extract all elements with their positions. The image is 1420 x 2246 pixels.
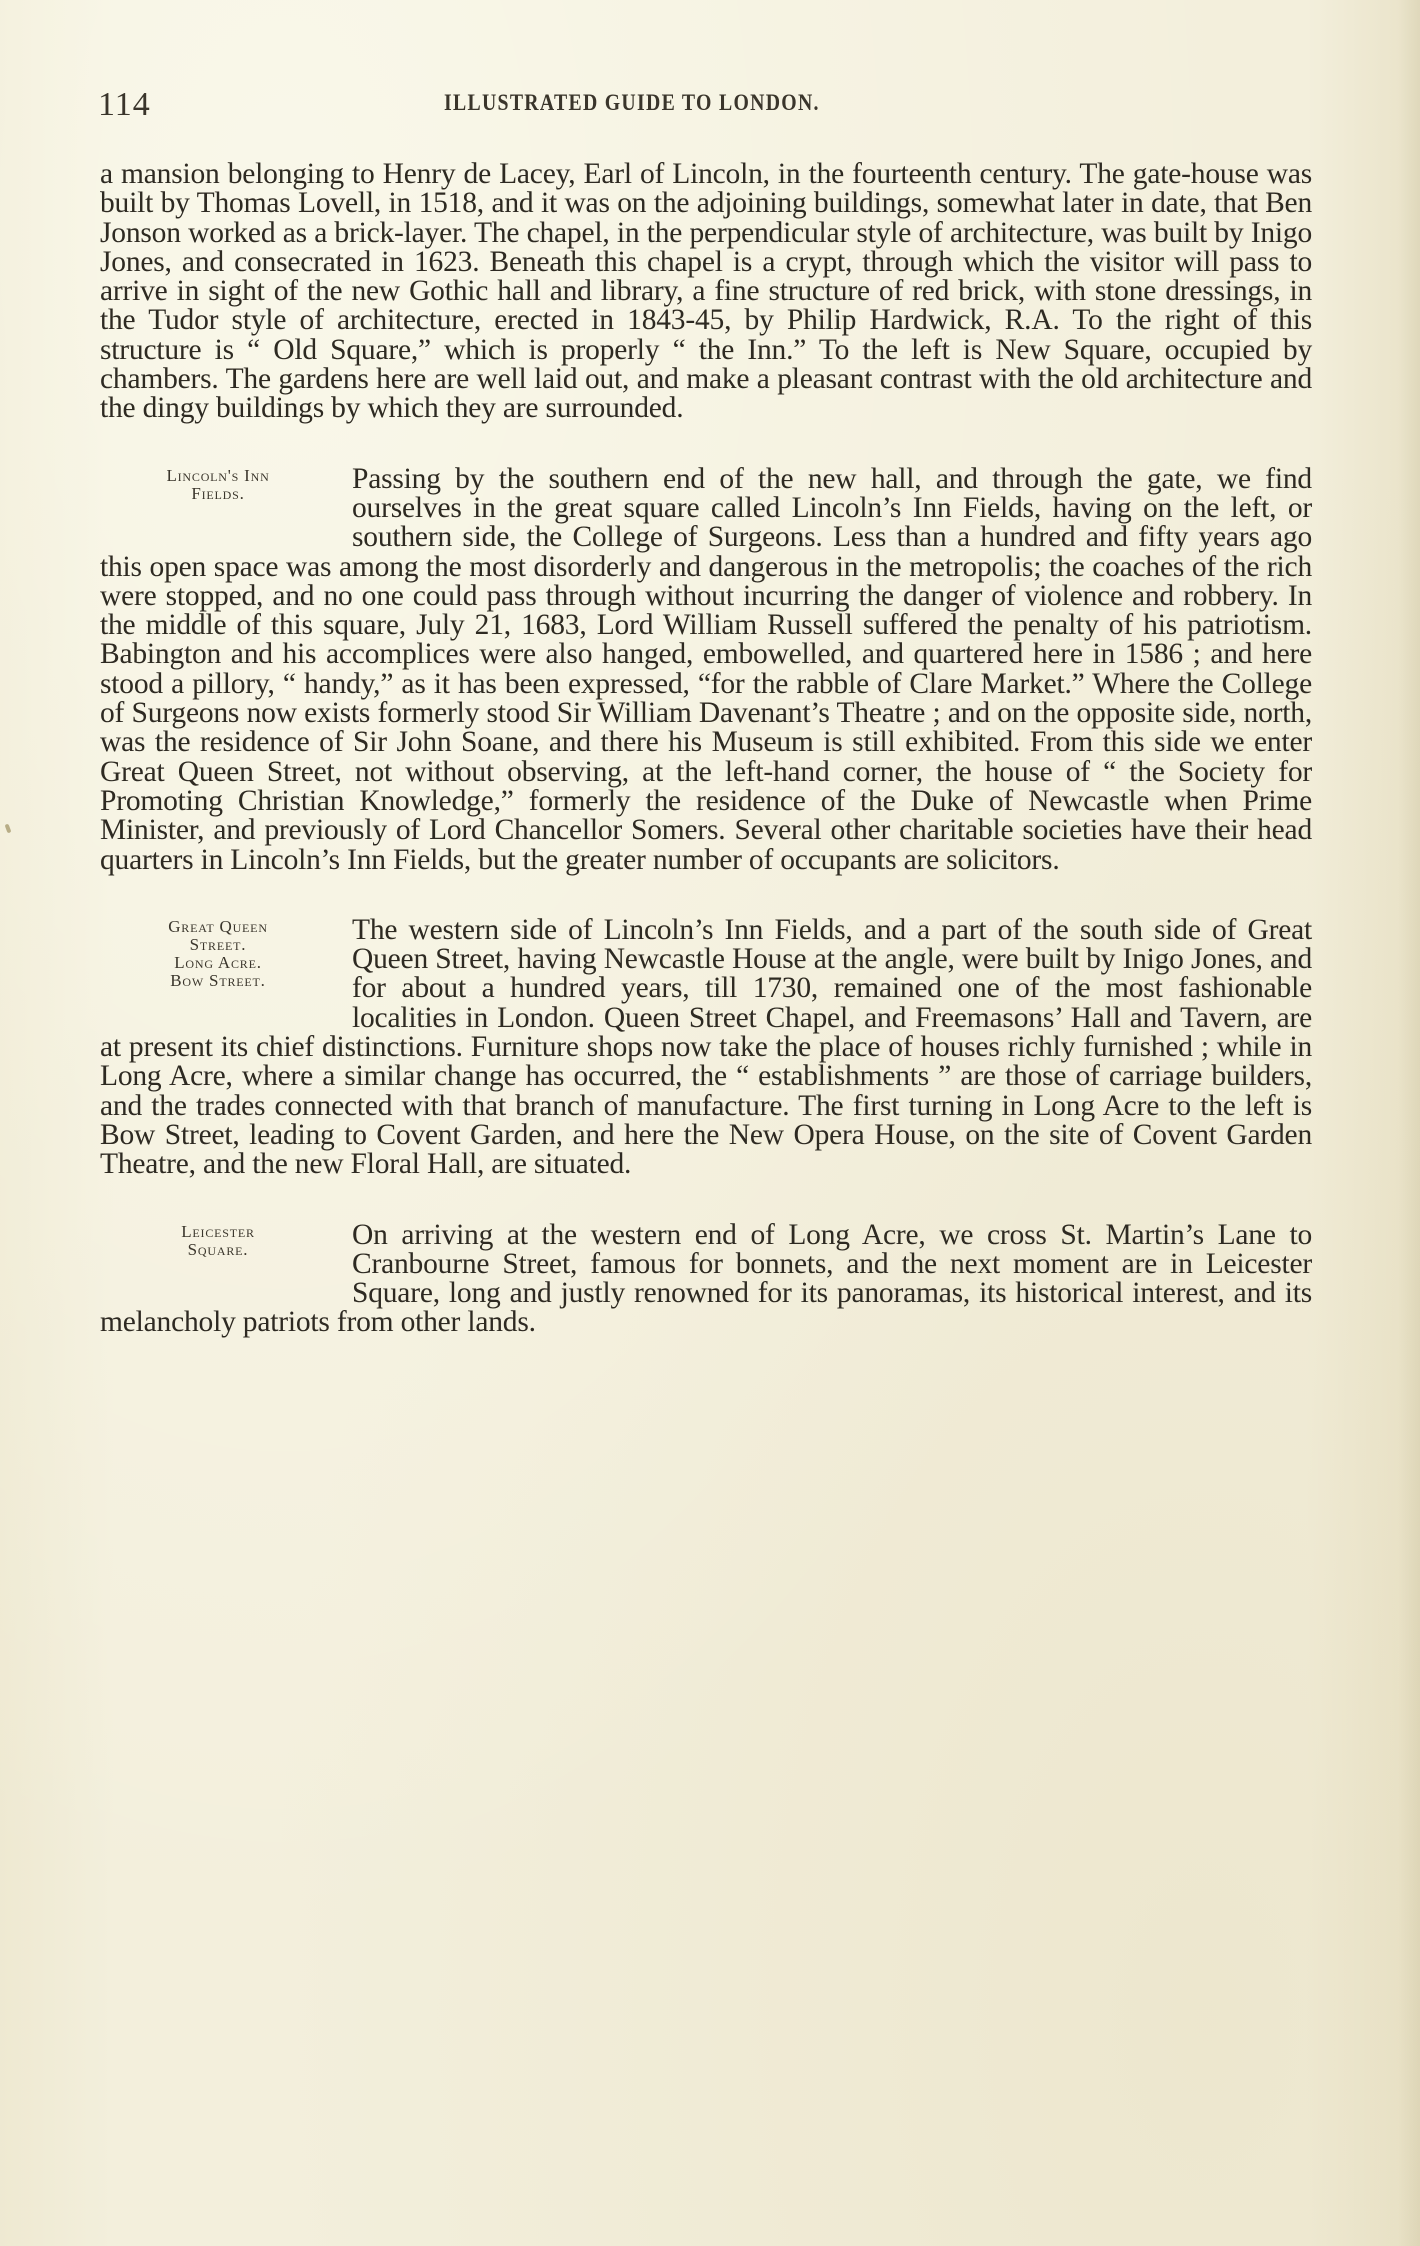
section-leicester-square [100,1218,1312,1339]
running-title: ILLUSTRATED GUIDE TO LONDON. [444,90,820,115]
sidenote-line: Long Acre. [174,952,262,972]
sidenote-line: Bow Street. [170,970,266,990]
section-lincolns-inn-fields [100,462,1312,876]
sidenote-leicester-square [100,1223,336,1281]
paper-blemish [5,824,12,834]
paragraph-inns-of-court: a mansion belonging to Henry de Lacey, Earl of Lincoln, in the fourteenth century. The gate-house was built by Thomas Lovell, in 1518, and it was on the adjoining buildings, somewhat later in date, that Ben Jonson worked as a brick-layer. The chapel, in the perpendicular style of architecture, was built by Inigo Jones, and consecrated in 1623. Beneath this chapel is a crypt, through which the visitor will pass to arrive in sight of the new Gothic hall and library, a fine structure of red brick, with stone dressings, in the Tudor style of architecture, erected in 1843-45, by Philip Hardwick, R.A. To the right of this structure is “ Old Square,” which is properly “ the Inn.” To the left is New Square, occupied by chambers. The gardens here are well laid out, and make a pleasant contrast with the old architecture and the dingy buildings by which they are surrounded. [100,158,1312,425]
paragraph-leicester-square: On arriving at the western end of Long Acre, we cross St. Martin’s Lane to Cranbourne Street, famous for bonnets, and the next moment are in Leicester Square, long and justly renowned for its panoramas, its historical interest, and its melancholy patriots from other lands. [100,1218,1312,1339]
sidenote-line: Great Queen [168,916,268,936]
paragraph-great-queen-street: The western side of Lincoln’s Inn Fields, and a part of the south side of Great Queen Street, having Newcastle House at the angle, were built by Inigo Jones, and for about a hundred years, till 1730, remained one of the most fashionable localities in London. Queen Street Chapel, and Freemasons’ Hall and Tavern, are at present its chief distinctions. Furniture shops now take the place of houses richly furnished ; while in Long Acre, where a similar change has occurred, the “ establishments ” are those of carriage builders, and the trades connected with that branch of manufacture. The first turning in Long Acre to the left is Bow Street, leading to Covent Garden, and here the New Opera House, on the site of Covent Garden Theatre, and the new Floral Hall, are situated. [100,913,1312,1181]
paragraph-lincolns-inn-fields: Passing by the southern end of the new hall, and through the gate, we find ourselves in the great square called Lincoln’s Inn Fields, having on the left, or southern side, the College of Surgeons. Less than a hundred and fifty years ago this open space was among the most disorderly and dangerous in the metropolis; the coaches of the rich were stopped, and no one could pass through without incurring the danger of violence and robbery. In the middle of this square, July 21, 1683, Lord William Russell suffered the penalty of his patriotism. Babington and his accomplices were also hanged, embowelled, and quartered here in 1586 ; and here stood a pillory, “ handy,” as it has been expressed, “for the rabble of Clare Market.” Where the College of Surgeons now exists formerly stood Sir William Davenant’s Theatre ; and on the opposite side, north, was the residence of Sir John Soane, and there his Museum is still exhibited. From this side we enter Great Queen Street, not without observing, at the left-hand corner, the house of “ the Society for Promoting Christian Knowledge,” formerly the residence of the Duke of Newcastle when Prime Minister, and previously of Lord Chancellor Somers. Several other charitable societies have their head quarters in Lincoln’s Inn Fields, but the greater number of occupants are solicitors. [100,462,1312,876]
sidenote-line: Fields. [191,483,245,503]
page-number: 114 [98,86,151,123]
sidenote-line: Leicester [181,1221,255,1241]
sidenote-lincolns-inn-fields [100,467,336,525]
running-head [100,82,1312,122]
sidenote-line: Street. [189,934,247,954]
section-great-queen-street [100,913,1312,1181]
page-edge-shading [1398,0,1420,2246]
body-text [100,160,1312,1338]
sidenote-line: Square. [187,1239,249,1259]
sidenote-great-queen-street [100,918,336,1006]
sidenote-line: Lincoln's Inn [166,465,270,485]
